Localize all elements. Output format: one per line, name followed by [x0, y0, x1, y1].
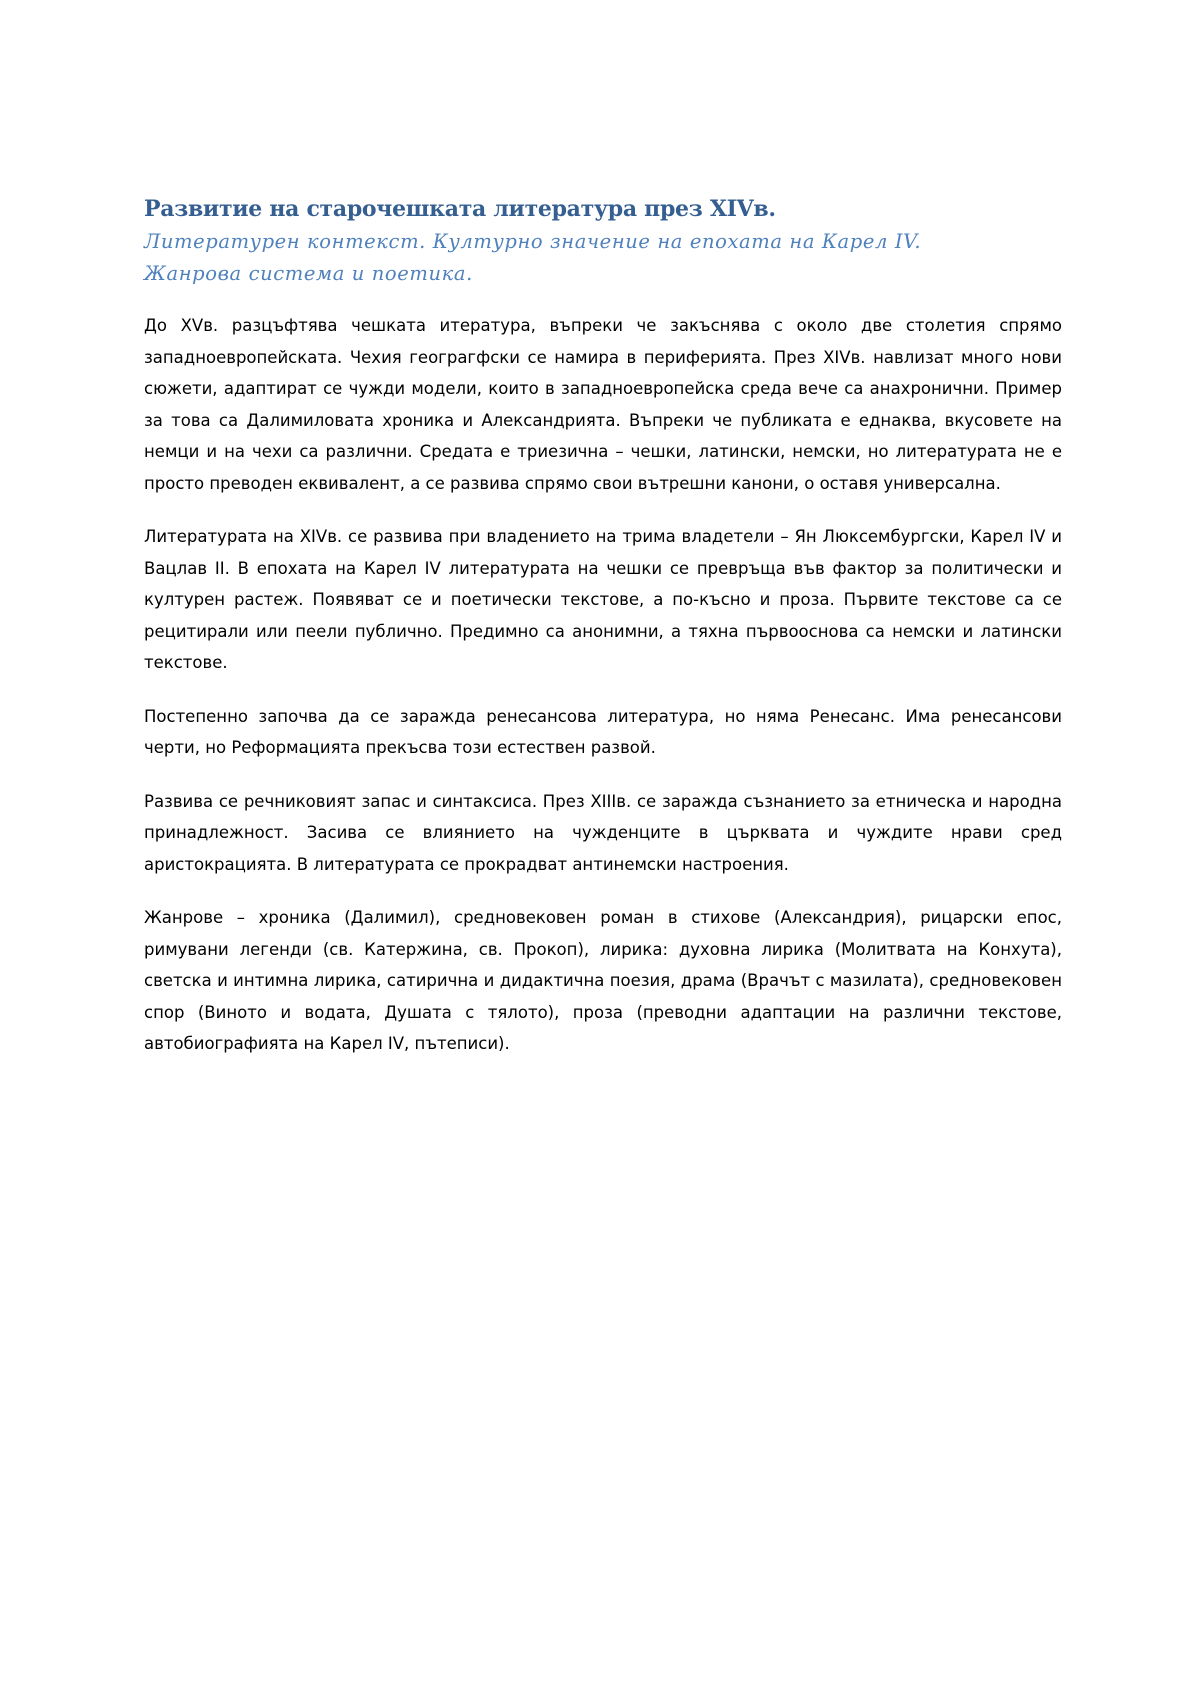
paragraph: Литературата на XIVв. се развива при владението на трима владетели – Ян Люксембургски, Карел IV и Вацлав II. В епохата на Карел IV литературата на чешки се превръща във фактор за политически и културен растеж. Появяват се и поетически текстове, а по-късно и проза. Първите текстове са се рецитирали или пеели публично. Предимно са анонимни, а тяхна първооснова са немски и латински текстове.	[144, 527, 1062, 672]
paragraph: Постепенно започва да се заражда ренесансова литература, но няма Ренесанс. Има ренесансови черти, но Реформацията прекъсва този естествен развой.	[144, 706, 1062, 757]
paragraph: Развива се речниковият запас и синтаксиса. През XIIIв. се заражда съзнанието за етническа и народна принадлежност. Засива се влиянието на чужденците в църквата и чуждите нрави сред аристокрацията. В литературата се прокрадват антинемски настроения.	[144, 791, 1062, 874]
paragraph: До XVв. разцъфтява чешката итература, въпреки че закъснява с около две столетия спрямо западноевропейската. Чехия геограгфски се намира в периферията. През XIVв. навлизат много нови сюжети, адаптират се чужди модели, които в западноевропейска среда вече са анахронични. Пример за това са Далимиловата хроника и Александрията. Въпреки че публиката е еднаква, вкусовете на немци и на чехи са различни. Средата е триезична – чешки, латински, немски, но литературата не е просто преводен еквивалент, а се развива спрямо свои вътрешни канони, о оставя универсална.	[144, 316, 1062, 493]
subtitle-line: Литературен контекст. Културно значение на епохата на Карел IV.	[144, 230, 922, 253]
subtitle	[144, 226, 1062, 290]
subtitle-line: Жанрова система и поетика.	[144, 262, 473, 285]
paragraph: Жанрове – хроника (Далимил), средновековен роман в стихове (Александрия), рицарски епос, римувани легенди (св. Катержина, св. Прокоп), лирика: духовна лирика (Молитвата на Конхута), светска и интимна лирика, сатирична и дидактична поезия, драма (Врачът с мазилата), средновековен спор (Виното и водата, Душата с тялото), проза (преводни адаптации на различни текстове, автобиографията на Карел IV, пътеписи).	[144, 908, 1062, 1053]
body-text	[144, 310, 1062, 1060]
page-content	[144, 192, 1062, 1082]
page-title: Развитие на старочешката литература през XIVв.	[144, 196, 776, 222]
